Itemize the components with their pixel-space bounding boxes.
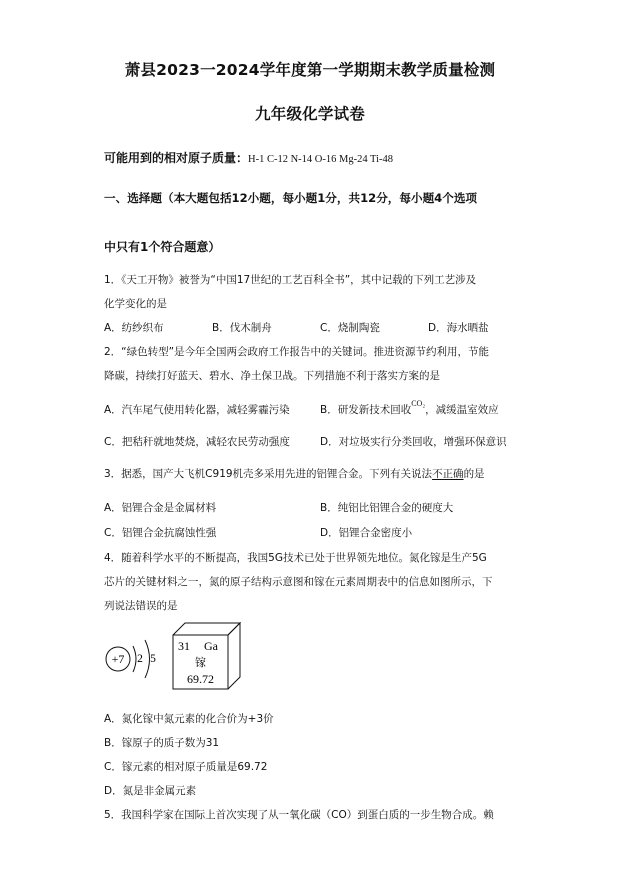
shell-2-electrons: 5: [150, 653, 156, 665]
q2-option-d: D．对垃圾实行分类回收，增强环保意识: [320, 436, 507, 448]
q1-stem-line2: 化学变化的是: [104, 298, 167, 310]
q1-option-a: A．纺纱织布: [104, 322, 164, 334]
q2-option-c: C．把秸秆就地焚烧，减轻农民劳动强度: [104, 436, 290, 448]
q2-option-b-text: B．研发新技术回收: [320, 404, 412, 416]
q1-stem-line1: 1．《天工开物》被誉为“中国17世纪的工艺百科全书”，其中记载的下列工艺涉及: [104, 274, 477, 286]
q3-stem-post: 的是: [463, 468, 485, 480]
gallium-atomic-mass: 69.72: [187, 672, 214, 686]
atomic-mass-label: 可能用到的相对原子质量：: [104, 151, 249, 165]
q4-option-b: B．镓原子的质子数为31: [104, 737, 220, 749]
q2-stem-line1: 2．“绿色转型”是今年全国两会政府工作报告中的关键词。推进资源节约利用，节能: [104, 346, 490, 358]
q3-stem-pre: 3．据悉，国产大飞机C919机壳多采用先进的铝锂合金。下列有关说法: [104, 468, 433, 480]
q4-stem-line2: 芯片的关键材料之一，氮的原子结构示意图和镓在元素周期表中的信息如图所示，下: [104, 576, 493, 588]
q1-option-d: D．海水晒盐: [428, 322, 489, 334]
electron-shell-2-arc: [145, 640, 150, 678]
q3-stem: [104, 466, 485, 481]
q3-option-b: B．纯铝比铝锂合金的硬度大: [320, 502, 454, 514]
gallium-chinese-name: 镓: [195, 656, 206, 669]
q2-option-b-tail: ，减缓温室效应: [425, 404, 499, 416]
q4-option-c: C．镓元素的相对原子质量是69.72: [104, 761, 268, 773]
q2-option-b-formula: CO₂: [411, 399, 426, 408]
section-heading-cont: 中只有1个符合题意）: [104, 240, 221, 254]
q4-stem-line1: 4．随着科学水平的不断提高，我国5G技术已处于世界领先地位。氮化镓是生产5G: [104, 552, 487, 564]
q3-option-a: A．铝锂合金是金属材料: [104, 502, 217, 514]
electron-shell-1-arc: [133, 646, 136, 672]
atomic-mass-values: H-1 C-12 N-14 O-16 Mg-24 Ti-48: [248, 154, 393, 165]
section-heading: 一、选择题（本大题包括12小题，每小题1分，共12分，每小题4个选项: [104, 191, 478, 205]
q4-figure: [100, 618, 260, 694]
q4-stem-line3: 列说法错误的是: [104, 600, 178, 612]
shell-1-electrons: 2: [137, 653, 143, 665]
exam-title: 萧县2023一2024学年度第一学期期末教学质量检测: [124, 61, 496, 79]
gallium-symbol: Ga: [204, 639, 218, 653]
q1-option-b: B．伐木制舟: [212, 322, 272, 334]
q3-stem-underlined: 不正确: [432, 468, 464, 480]
q4-option-a: A．氮化镓中氮元素的化合价为+3价: [104, 713, 274, 725]
atomic-mass-line: [104, 147, 393, 166]
q5-stem-line1: 5．我国科学家在国际上首次实现了从一氧化碳（CO）到蛋白质的一步生物合成。赖: [104, 809, 494, 821]
exam-subtitle: 九年级化学试卷: [255, 105, 365, 123]
gallium-atomic-number: 31: [178, 639, 190, 653]
nucleus-charge: +7: [111, 652, 125, 666]
q2-option-b: [320, 399, 499, 417]
q4-option-d: D．氮是非金属元素: [104, 785, 197, 797]
q2-stem-line2: 降碳，持续打好蓝天、碧水、净土保卫战。下列措施不利于落实方案的是: [104, 370, 440, 382]
q2-option-a: A．汽车尾气使用转化器，减轻雾霾污染: [104, 404, 290, 416]
cell-side-face: [228, 623, 240, 689]
q3-option-c: C．铝锂合金抗腐蚀性强: [104, 527, 217, 539]
q1-option-c: C．烧制陶瓷: [320, 322, 380, 334]
q3-option-d: D．铝锂合金密度小: [320, 527, 413, 539]
